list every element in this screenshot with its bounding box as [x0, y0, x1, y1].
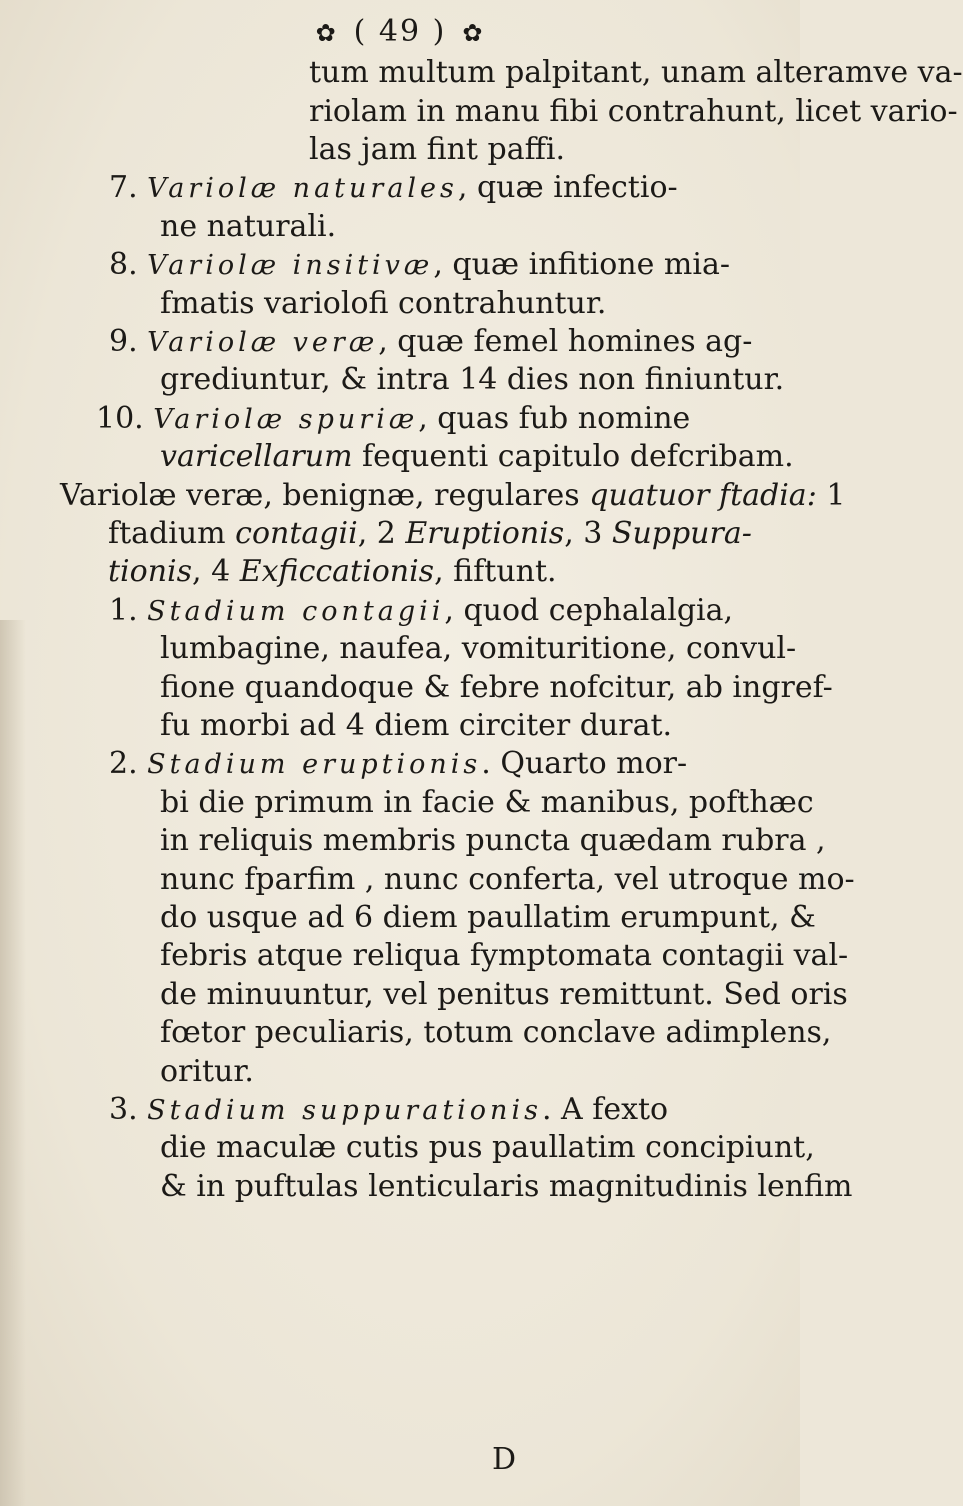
section-heading: Variolæ naturales — [147, 173, 458, 204]
text-run: 7. — [109, 170, 148, 205]
text-run: tum multum palpitant, unam alteramve va- — [309, 55, 963, 90]
text-line — [160, 1168, 853, 1206]
text-run: fu morbi ad 4 diem circiter durat. — [160, 708, 673, 743]
text-run: de minuuntur, vel penitus remittunt. Sed oris — [160, 977, 848, 1012]
italic-term: varicellarum — [160, 439, 353, 474]
text-run: & in puftulas lenticularis magnitudinis lenfim — [160, 1169, 853, 1204]
text-run: lumbagine, naufea, vomituritione, convul- — [160, 631, 797, 666]
text-line — [160, 822, 826, 860]
text-line — [160, 1129, 815, 1167]
text-run: 9. — [109, 324, 148, 359]
page-header — [0, 14, 800, 49]
text-line — [160, 976, 848, 1014]
text-line — [160, 208, 336, 246]
italic-term: tionis — [108, 554, 193, 589]
text-run: 2. — [109, 746, 148, 781]
text-line — [309, 54, 963, 92]
text-run: nunc fparfim , nunc conferta, vel utroque mo- — [160, 862, 855, 897]
text-line — [160, 899, 816, 937]
section-heading: Variolæ insitivæ — [147, 250, 434, 281]
text-run: 3. — [109, 1092, 148, 1127]
text-line — [160, 438, 794, 476]
text-run: oritur. — [160, 1054, 254, 1089]
section-heading: Stadium contagii — [147, 596, 445, 627]
text-run: , 2 — [357, 516, 406, 551]
text-line — [160, 707, 672, 745]
text-line — [160, 285, 606, 323]
text-run: 1. — [109, 593, 148, 628]
section-heading: Variolæ spuriæ — [153, 404, 419, 435]
italic-term: Suppura- — [611, 516, 752, 551]
italic-term: quatuor ftadia: — [589, 478, 817, 513]
text-line — [160, 669, 833, 707]
text-run: , fiftunt. — [434, 554, 557, 589]
text-run: , quæ infectio- — [457, 170, 678, 205]
text-run: fmatis variolofi contrahuntur. — [160, 286, 607, 321]
text-line — [109, 1091, 668, 1130]
text-run: die maculæ cutis pus paullatim concipiunt, — [160, 1130, 815, 1165]
text-run: , 3 — [564, 516, 612, 551]
text-line — [160, 1014, 831, 1052]
page-number: ( 49 ) — [353, 14, 447, 49]
text-line — [309, 93, 958, 131]
ornament-right-icon: ✿ — [462, 19, 485, 47]
ornament-left-icon: ✿ — [315, 19, 338, 47]
text-run: fœtor peculiaris, totum conclave adimplens, — [160, 1015, 832, 1050]
text-run: riolam in manu fibi contrahunt, licet vario- — [309, 94, 958, 129]
text-line — [109, 323, 752, 362]
text-run: 1 — [816, 478, 846, 513]
text-run: , quæ femel homines ag- — [378, 324, 753, 359]
text-line — [108, 515, 752, 553]
text-run: do usque ad 6 diem paullatim erumpunt, & — [160, 900, 816, 935]
text-run: , 4 — [192, 554, 240, 589]
text-line — [160, 861, 855, 899]
text-line — [160, 630, 796, 668]
section-heading: Stadium eruptionis — [147, 749, 482, 780]
text-line — [96, 400, 690, 439]
text-line — [109, 592, 733, 631]
signature-mark: D — [492, 1442, 517, 1477]
text-run: 10. — [96, 401, 154, 436]
text-run: Variolæ veræ, benignæ, regulares — [60, 478, 590, 513]
text-run: , quod cephalalgia, — [444, 593, 734, 628]
section-heading: Variolæ veræ — [147, 327, 379, 358]
text-run: , quas fub nomine — [418, 401, 691, 436]
text-line — [109, 169, 678, 208]
text-run: las jam fint paffi. — [309, 132, 566, 167]
text-run: . Quarto mor- — [481, 746, 688, 781]
text-run: . A fexto — [541, 1092, 669, 1127]
text-line — [309, 131, 565, 169]
text-run: bi die primum in facie & manibus, pofthæc — [160, 785, 814, 820]
page-edge-shadow — [0, 620, 26, 1506]
text-line — [160, 784, 814, 822]
text-line — [108, 553, 557, 591]
text-run: fequenti capitulo defcribam. — [352, 439, 794, 474]
text-run: fione quandoque & febre nofcitur, ab ingref- — [160, 670, 833, 705]
text-run: ne naturali. — [160, 209, 337, 244]
text-run: ftadium — [108, 516, 236, 551]
italic-term: Eruptionis — [405, 516, 565, 551]
text-line — [160, 1053, 254, 1091]
italic-term: contagii — [235, 516, 358, 551]
text-run: grediuntur, & intra 14 dies non finiuntur. — [160, 362, 785, 397]
text-line — [109, 745, 687, 784]
text-run: febris atque reliqua fymptomata contagii val- — [160, 938, 849, 973]
italic-term: Exficcationis — [239, 554, 435, 589]
text-line — [160, 361, 784, 399]
section-heading: Stadium suppurationis — [147, 1095, 542, 1126]
text-line — [160, 937, 848, 975]
text-run: , quæ infitione mia- — [433, 247, 730, 282]
text-line — [60, 477, 845, 515]
text-run: 8. — [109, 247, 148, 282]
text-run: in reliquis membris puncta quædam rubra , — [160, 823, 826, 858]
text-line — [109, 246, 730, 285]
